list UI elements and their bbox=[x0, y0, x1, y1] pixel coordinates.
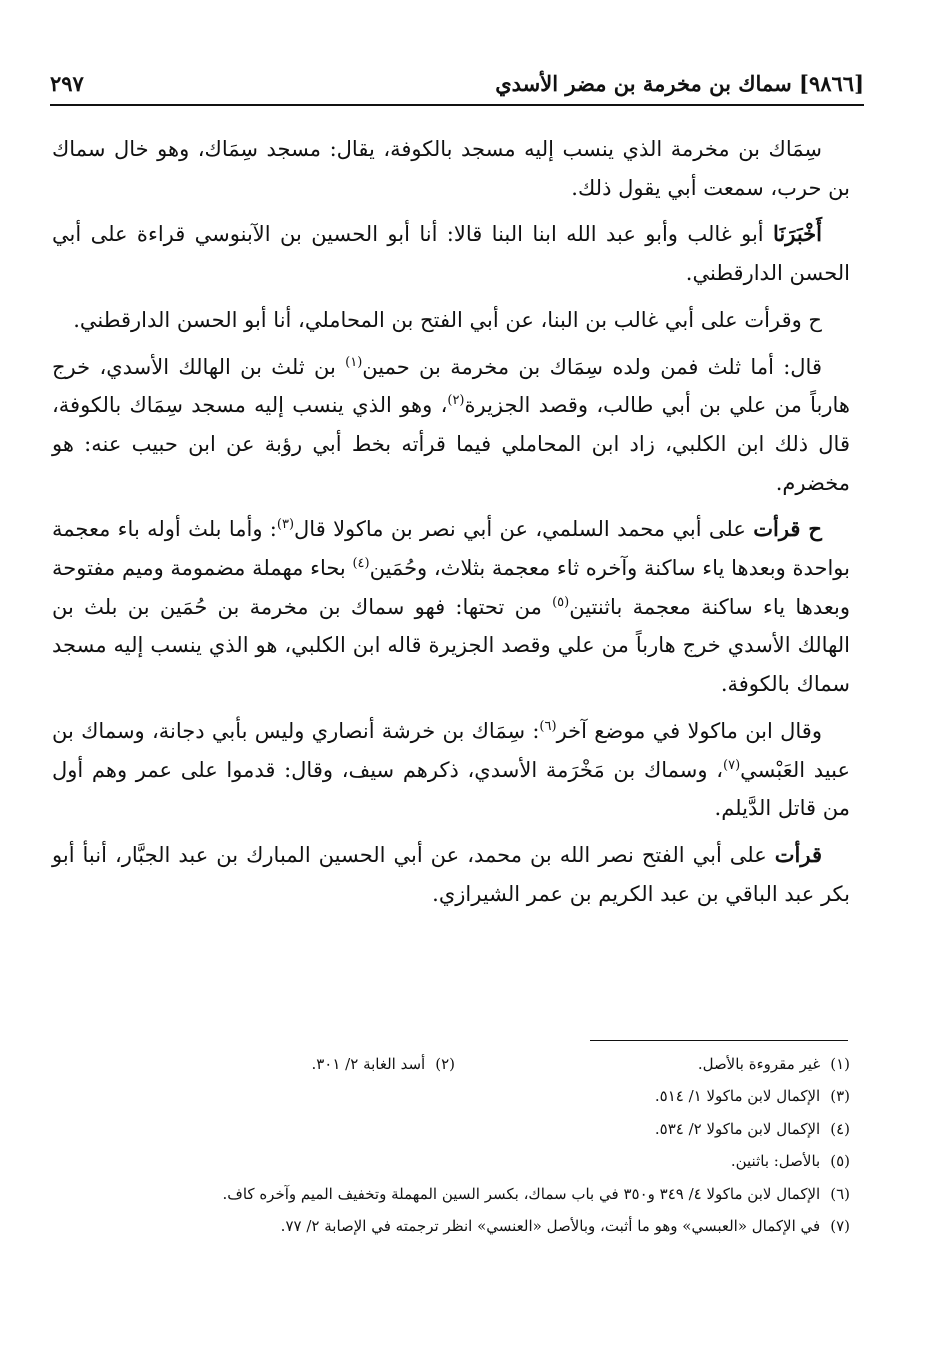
page-number: ٢٩٧ bbox=[50, 70, 84, 96]
footnote-ref[interactable]: (٣) bbox=[276, 517, 295, 533]
footnote-5 bbox=[60, 1145, 850, 1177]
paragraph-text: : وأما بلث أوله باء معجمة بواحدة وبعدها ياء ساكنة وآخره ثاء معجمة بثلاث، وحُمَين bbox=[52, 517, 850, 581]
footnote-text: بالأصل: باثنين. bbox=[730, 1152, 821, 1171]
footnote-ref[interactable]: (١) bbox=[345, 354, 363, 370]
footnote-text: غير مقروءة بالأصل. bbox=[697, 1055, 821, 1073]
paragraph-text: وقال ابن ماكولا في موضع آخر bbox=[556, 718, 822, 743]
paragraph-5 bbox=[52, 510, 850, 704]
footnote-2 bbox=[60, 1048, 455, 1080]
paragraph-7 bbox=[52, 836, 850, 913]
footnote-ref[interactable]: (٢) bbox=[447, 393, 465, 409]
footnote-number: (٥) bbox=[830, 1152, 850, 1171]
paragraph-text: قال: أما ثلث فمن ولده سِمَاك بن مخرمة بن حمين bbox=[362, 354, 822, 379]
paragraph-3 bbox=[52, 301, 850, 340]
footnote-number: (٤) bbox=[830, 1119, 850, 1138]
footnote-ref[interactable]: (٥) bbox=[552, 594, 570, 610]
paragraph-text: ح وقرأت على أبي غالب بن البنا، عن أبي الفتح بن المحاملي، أنا أبو الحسن الدارقطني. bbox=[73, 307, 822, 332]
footnote-number: (١) bbox=[830, 1055, 850, 1073]
footnote-row bbox=[60, 1048, 850, 1080]
paragraph-lead: قرأت bbox=[774, 841, 822, 867]
paragraph-text: على أبي محمد السلمي، عن أبي نصر بن ماكولا قال bbox=[294, 517, 754, 542]
footnote-6 bbox=[60, 1178, 850, 1210]
paragraph-text: : سِمَاك بن خرشة أنصاري وليس بأبي دجانة، وسماك بن عبيد العَبْسي bbox=[52, 718, 850, 782]
footnote-3 bbox=[60, 1080, 850, 1112]
footnote-number: (٣) bbox=[830, 1087, 850, 1106]
paragraph-text: سِمَاك بن مخرمة الذي ينسب إليه مسجد بالكوفة، يقال: مسجد سِمَاك، وهو خال سماك بن حرب، سمعت أبي يقول ذلك. bbox=[52, 137, 850, 200]
footnote-text: أسد الغابة ٢/ ٣٠١. bbox=[311, 1055, 426, 1073]
paragraph-text: بحاء مهملة مضمومة وميم مفتوحة وبعدها ياء ساكنة معجمة باثنتين bbox=[52, 556, 850, 619]
footnote-ref[interactable]: (٧) bbox=[723, 757, 741, 773]
footnote-text: في الإكمال «العبسي» وهو ما أثبت، وبالأصل «العنسي» انظر ترجمته في الإصابة ٢/ ٧٧. bbox=[280, 1217, 821, 1236]
paragraph-lead: ح قرأت bbox=[753, 516, 822, 542]
paragraph-text: ، وسماك بن مَخْرَمة الأسدي، ذكرهم سيف، وقال: قدموا على عمر وهم أول من قاتل الدَّيلم. bbox=[52, 757, 850, 821]
footnote-ref[interactable]: (٤) bbox=[352, 556, 370, 572]
page-header bbox=[50, 62, 864, 106]
footnote-1 bbox=[455, 1048, 850, 1080]
running-title: [٩٨٦٦] سماك بن مخرمة بن مضر الأسدي bbox=[495, 70, 864, 96]
footnote-text: الإكمال لابن ماكولا ١/ ٥١٤. bbox=[654, 1087, 821, 1106]
footnotes bbox=[60, 1048, 850, 1242]
paragraph-text: بن ثلث بن الهالك الأسدي، خرج هارباً من علي بن أبي طالب، وقصد الجزيرة bbox=[52, 354, 851, 418]
footnote-ref[interactable]: (٦) bbox=[539, 718, 557, 734]
paragraph-text: من تحتها: فهو سماك بن مخرمة بن حُمَين بن بلث بن الهالك الأسدي خرج هارباً من علي وقصد الجزيرة قاله ابن الكلبي، هو الذي ينسب إليه مسجد سماك بالكوفة. bbox=[52, 594, 850, 697]
paragraph-text: ، وهو الذي ينسب إليه مسجد سِمَاك بالكوفة، قال ذلك ابن الكلبي، زاد ابن المحاملي فيما قرأته بخط أبي رؤبة عن ابن حبيب عنه: هو مخضرم. bbox=[52, 393, 850, 495]
footnote-number: (٦) bbox=[830, 1184, 850, 1203]
footnote-text: الإكمال لابن ماكولا ٢/ ٥٣٤. bbox=[654, 1119, 821, 1138]
paragraph-2 bbox=[52, 215, 850, 292]
footnote-text: الإكمال لابن ماكولا ٤/ ٣٤٩ و٣٥٠ في باب سماك، بكسر السين المهملة وتخفيف الميم وآخره كاف. bbox=[222, 1184, 821, 1203]
footnote-7 bbox=[60, 1210, 850, 1242]
footnote-divider bbox=[590, 1040, 848, 1041]
paragraph-1 bbox=[52, 130, 850, 207]
paragraph-text: أبو غالب وأبو عبد الله ابنا البنا قالا: أنا أبو الحسين بن الآبنوسي قراءة على أبي الحسن الدارقطني. bbox=[52, 222, 850, 286]
footnote-number: (٢) bbox=[435, 1055, 455, 1073]
paragraph-lead: أَخْبَرَنَا bbox=[773, 221, 822, 247]
paragraph-4 bbox=[52, 348, 850, 503]
footnote-4 bbox=[60, 1113, 850, 1145]
footnote-number: (٧) bbox=[830, 1217, 850, 1236]
paragraph-6 bbox=[52, 712, 850, 828]
main-text bbox=[52, 130, 850, 921]
paragraph-text: على أبي الفتح نصر الله بن محمد، عن أبي الحسين المبارك بن عبد الجبَّار، أنبأ أبو بكر عبد الباقي بن عبد الكريم بن عمر الشيرازي. bbox=[52, 842, 850, 906]
